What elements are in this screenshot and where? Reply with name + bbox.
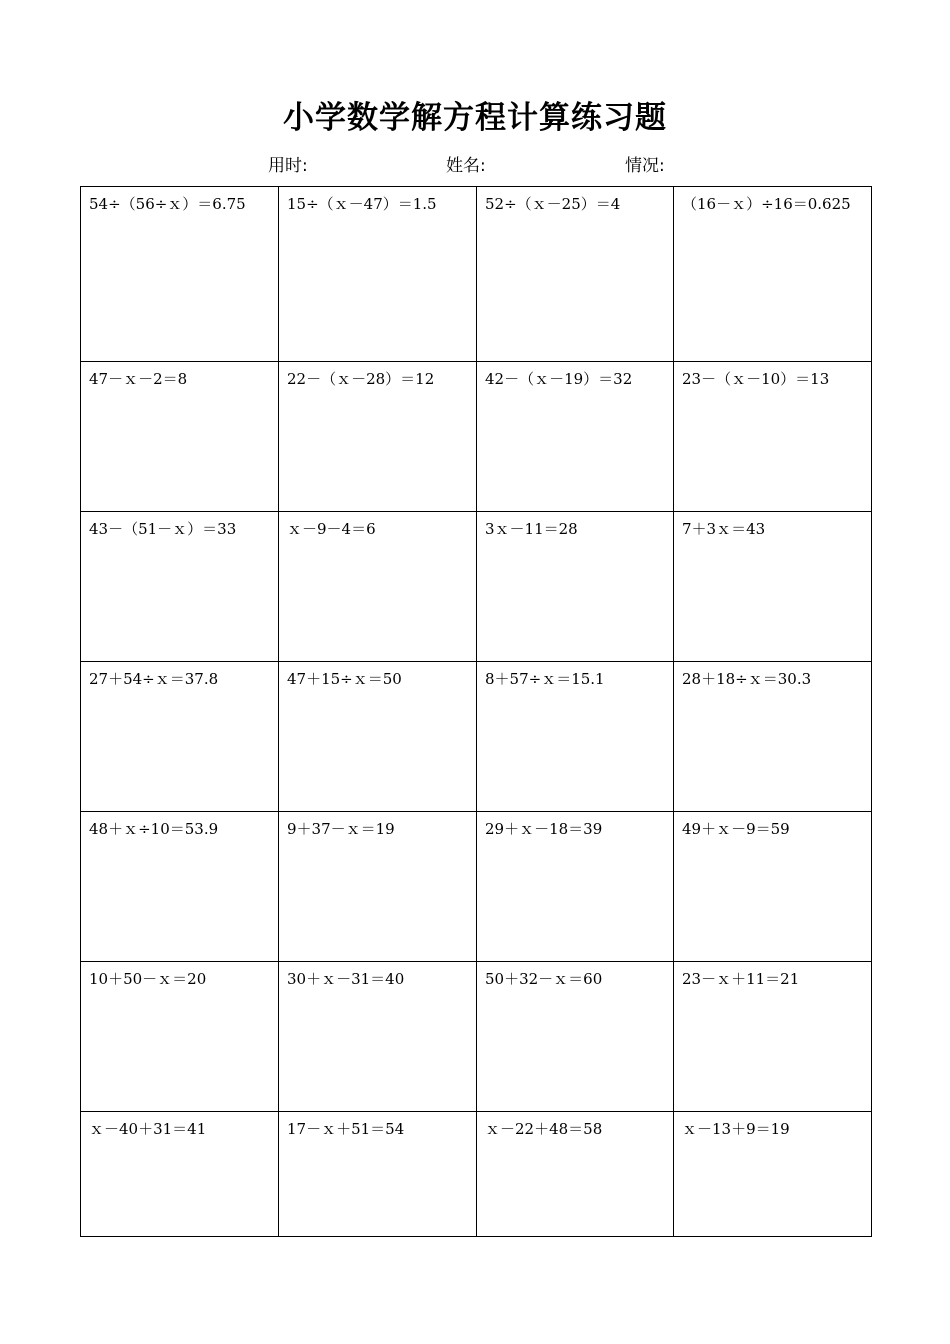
- time-label: 用时:: [268, 156, 308, 176]
- equation-cell: （16－ｘ）÷16＝0.625: [674, 187, 872, 362]
- grid-row: [81, 512, 872, 662]
- equation-cell: 30＋ｘ－31＝40: [279, 962, 477, 1112]
- grid-row: [81, 187, 872, 362]
- equation-cell: 29＋ｘ－18＝39: [477, 812, 674, 962]
- status-label: 情况:: [625, 156, 665, 176]
- equation-cell: 8＋57÷ｘ＝15.1: [477, 662, 674, 812]
- equation-cell: 49＋ｘ－9＝59: [674, 812, 872, 962]
- equation-cell: 43－（51－ｘ）＝33: [81, 512, 279, 662]
- equation-cell: 50＋32－ｘ＝60: [477, 962, 674, 1112]
- grid-row: [81, 1112, 872, 1237]
- equation-cell: 23－（ｘ－10）＝13: [674, 362, 872, 512]
- equation-cell: 23－ｘ＋11＝21: [674, 962, 872, 1112]
- equation-cell: ｘ－9－4＝6: [279, 512, 477, 662]
- equation-cell: 3ｘ－11＝28: [477, 512, 674, 662]
- equation-cell: 47＋15÷ｘ＝50: [279, 662, 477, 812]
- equation-cell: 27＋54÷ｘ＝37.8: [81, 662, 279, 812]
- name-label: 姓名:: [446, 156, 486, 176]
- equation-cell: 48＋ｘ÷10＝53.9: [81, 812, 279, 962]
- equation-cell: 42－（ｘ－19）＝32: [477, 362, 674, 512]
- equation-cell: 9＋37－ｘ＝19: [279, 812, 477, 962]
- equation-cell: 17－ｘ＋51＝54: [279, 1112, 477, 1237]
- equation-cell: 15÷（ｘ－47）＝1.5: [279, 187, 477, 362]
- equation-cell: 28＋18÷ｘ＝30.3: [674, 662, 872, 812]
- equation-cell: 22－（ｘ－28）＝12: [279, 362, 477, 512]
- grid-row: [81, 962, 872, 1112]
- grid-row: [81, 362, 872, 512]
- equation-cell: 47－ｘ－2＝8: [81, 362, 279, 512]
- equation-cell: 10＋50－ｘ＝20: [81, 962, 279, 1112]
- grid-row: [81, 812, 872, 962]
- equation-cell: 7＋3ｘ＝43: [674, 512, 872, 662]
- equation-grid: [80, 186, 872, 1237]
- equation-cell: 52÷（ｘ－25）＝4: [477, 187, 674, 362]
- equation-cell: ｘ－13＋9＝19: [674, 1112, 872, 1237]
- page-title: 小学数学解方程计算练习题: [283, 100, 667, 136]
- grid-row: [81, 662, 872, 812]
- equation-cell: ｘ－22＋48＝58: [477, 1112, 674, 1237]
- equation-cell: ｘ－40＋31＝41: [81, 1112, 279, 1237]
- equation-cell: 54÷（56÷ｘ）＝6.75: [81, 187, 279, 362]
